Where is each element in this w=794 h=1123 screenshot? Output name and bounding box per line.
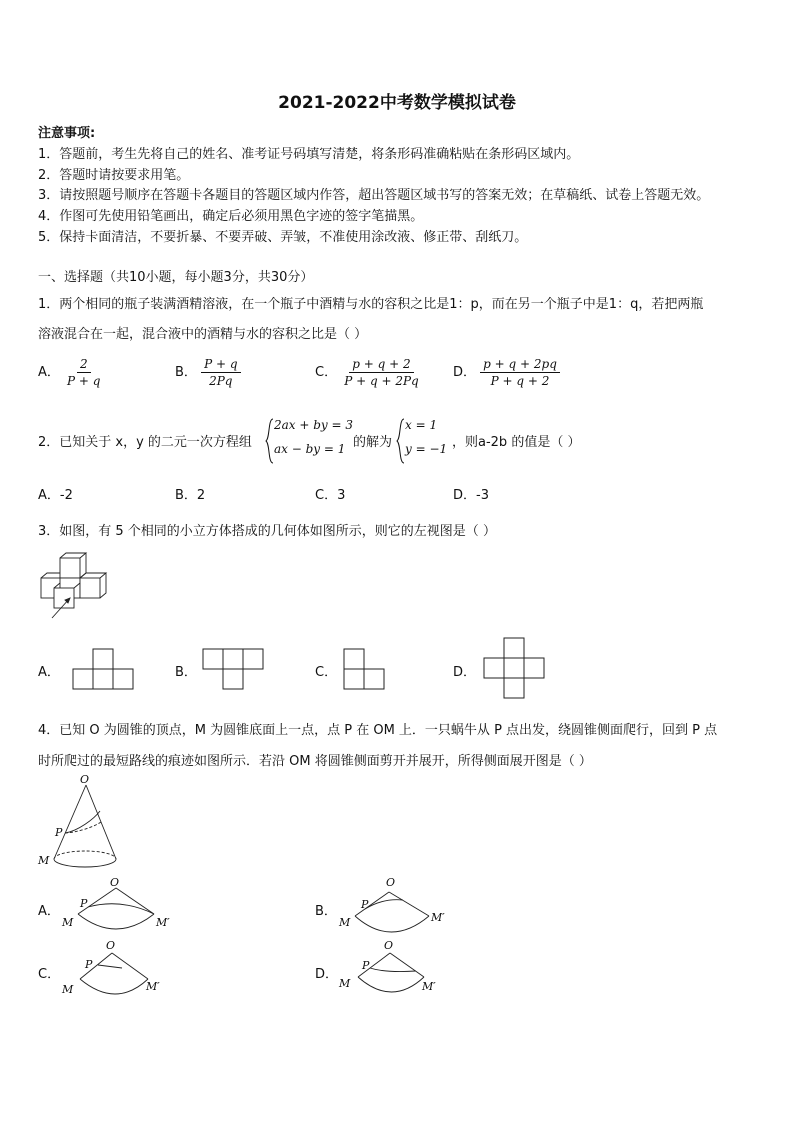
- q4d-label-m-prime: M′: [422, 980, 436, 993]
- q4-text-line1: 4．已知 O 为圆锥的顶点，M 为圆锥底面上一点，点 P 在 OM 上．一只蜗牛从 P 点出发，绕圆锥侧面爬行，回到 P 点: [38, 723, 718, 738]
- notice-item-5: 5．保持卡面清洁，不要折暴、不要弄破、弄皱，不准使用涂改液、修正带、刮纸刀。: [38, 230, 528, 245]
- option-label: A．: [38, 488, 60, 503]
- q1-option-a[interactable]: [38, 357, 104, 388]
- q4d-label-o: O: [384, 939, 394, 952]
- q2-solution-1: x = 1: [405, 418, 438, 432]
- fraction: [201, 357, 240, 388]
- notice-heading: 注意事项:: [38, 126, 96, 141]
- q3-option-b-figure: [203, 648, 263, 690]
- q4a-label-o: O: [110, 876, 120, 889]
- q3-option-d[interactable]: [453, 661, 476, 680]
- q3-option-a[interactable]: [38, 661, 60, 680]
- denominator: 2Pq: [209, 374, 233, 388]
- option-label: B．: [175, 488, 197, 503]
- option-label: D．: [315, 967, 339, 982]
- q4a-label-p: P: [80, 897, 88, 910]
- q4-cone-figure: [38, 773, 128, 873]
- q2-option-a[interactable]: [38, 484, 73, 503]
- q2-equation-2: ax − by = 1: [274, 442, 346, 456]
- option-label: A．: [38, 665, 60, 680]
- q3-text: 3．如图，有 5 个相同的小立方体搭成的几何体如图所示，则它的左视图是（ ）: [38, 524, 496, 539]
- q2-middle: 的解为: [353, 435, 393, 450]
- q1-text-line1: 1．两个相同的瓶子装满酒精溶液，在一个瓶子中酒精与水的容积之比是1：p，而在另一个瓶子中是1：q，若把两瓶: [38, 297, 704, 312]
- option-label: A．: [38, 365, 60, 380]
- q1-option-c[interactable]: [315, 357, 422, 388]
- cone-label-o: O: [80, 773, 90, 786]
- option-label: B．: [315, 904, 337, 919]
- q4-option-c[interactable]: [38, 963, 60, 982]
- q3-option-d-figure: [484, 637, 544, 699]
- q3-cubes-figure: [38, 552, 110, 624]
- option-label: D．: [453, 665, 477, 680]
- numerator: 2: [77, 357, 91, 373]
- cone-label-p: P: [55, 826, 63, 839]
- numerator: P + q: [201, 357, 240, 373]
- fraction: [341, 357, 422, 388]
- q4b-label-o: O: [386, 876, 396, 889]
- q4d-label-p: P: [362, 959, 370, 972]
- q1-option-b[interactable]: [175, 357, 241, 388]
- numerator: p + q + 2pq: [480, 357, 560, 373]
- q4c-label-p: P: [85, 958, 93, 971]
- denominator: P + q: [67, 374, 101, 388]
- option-value: -2: [59, 488, 73, 503]
- q2-prefix: 2．已知关于 x，y 的二元一次方程组: [38, 435, 252, 450]
- section-heading: 一、选择题（共10小题，每小题3分，共30分）: [38, 270, 314, 285]
- q2-solution-2: y = −1: [405, 442, 448, 456]
- cone-label-m: M: [38, 854, 50, 867]
- option-label: B．: [175, 365, 197, 380]
- q1-text-line2: 溶液混合在一起，混合液中的酒精与水的容积之比是（ ）: [38, 327, 368, 342]
- option-label: C．: [315, 365, 338, 380]
- notice-item-3: 3．请按照题号顺序在答题卡各题目的答题区域内作答，超出答题区域书写的答案无效；在草稿纸、试卷上答题无效。: [38, 188, 710, 203]
- option-label: D．: [453, 365, 477, 380]
- q4a-label-m: M: [62, 916, 74, 929]
- q4a-label-m-prime: M′: [156, 916, 170, 929]
- q2-option-b[interactable]: [175, 484, 205, 503]
- q4-option-a[interactable]: [38, 900, 60, 919]
- option-label: C．: [315, 665, 338, 680]
- notice-item-1: 1．答题前，考生先将自己的姓名、准考证号码填写清楚，将条形码准确粘贴在条形码区域内。: [38, 147, 580, 162]
- page-title: 2021-2022中考数学模拟试卷: [278, 93, 516, 113]
- denominator: P + q + 2: [490, 374, 550, 388]
- q2-option-d[interactable]: [453, 484, 489, 503]
- q3-option-c[interactable]: [315, 661, 337, 680]
- q2-equation-1: 2ax + by = 3: [274, 418, 354, 432]
- q4-text-line2: 时所爬过的最短路线的痕迹如图所示．若沿 OM 将圆锥侧面剪开并展开，所得侧面展开图是（ ）: [38, 754, 592, 769]
- option-label: A．: [38, 904, 60, 919]
- q2-suffix: ，则a-2b 的值是（ ）: [452, 435, 581, 450]
- numerator: p + q + 2: [349, 357, 413, 373]
- q4-option-b[interactable]: [315, 900, 337, 919]
- q4d-label-m: M: [339, 977, 351, 990]
- option-value: 3: [337, 488, 346, 503]
- option-label: C．: [38, 967, 61, 982]
- q4-option-a-figure: [76, 886, 156, 934]
- q4b-label-m: M: [339, 916, 351, 929]
- notice-item-4: 4．作图可先使用铅笔画出，确定后必须用黑色字迹的签字笔描黑。: [38, 209, 424, 224]
- option-value: 2: [196, 488, 206, 503]
- q2-option-c[interactable]: [315, 484, 345, 503]
- option-value: -3: [476, 488, 489, 503]
- q4c-label-o: O: [106, 939, 116, 952]
- q1-option-d[interactable]: [453, 357, 560, 388]
- denominator: P + q + 2Pq: [344, 374, 419, 388]
- notice-item-2: 2．答题时请按要求用笔。: [38, 168, 190, 183]
- q3-option-c-figure: [344, 648, 384, 690]
- q3-option-b[interactable]: [175, 661, 197, 680]
- q4b-label-p: P: [361, 898, 369, 911]
- q4b-label-m-prime: M′: [431, 911, 445, 924]
- q4c-label-m-prime: M′: [146, 980, 160, 993]
- option-label: C．: [315, 488, 338, 503]
- q3-option-a-figure: [73, 648, 133, 690]
- option-label: D．: [453, 488, 477, 503]
- option-label: B．: [175, 665, 197, 680]
- q4c-label-m: M: [62, 983, 74, 996]
- fraction: [480, 357, 560, 388]
- fraction: [64, 357, 103, 388]
- q4-option-d[interactable]: [315, 963, 338, 982]
